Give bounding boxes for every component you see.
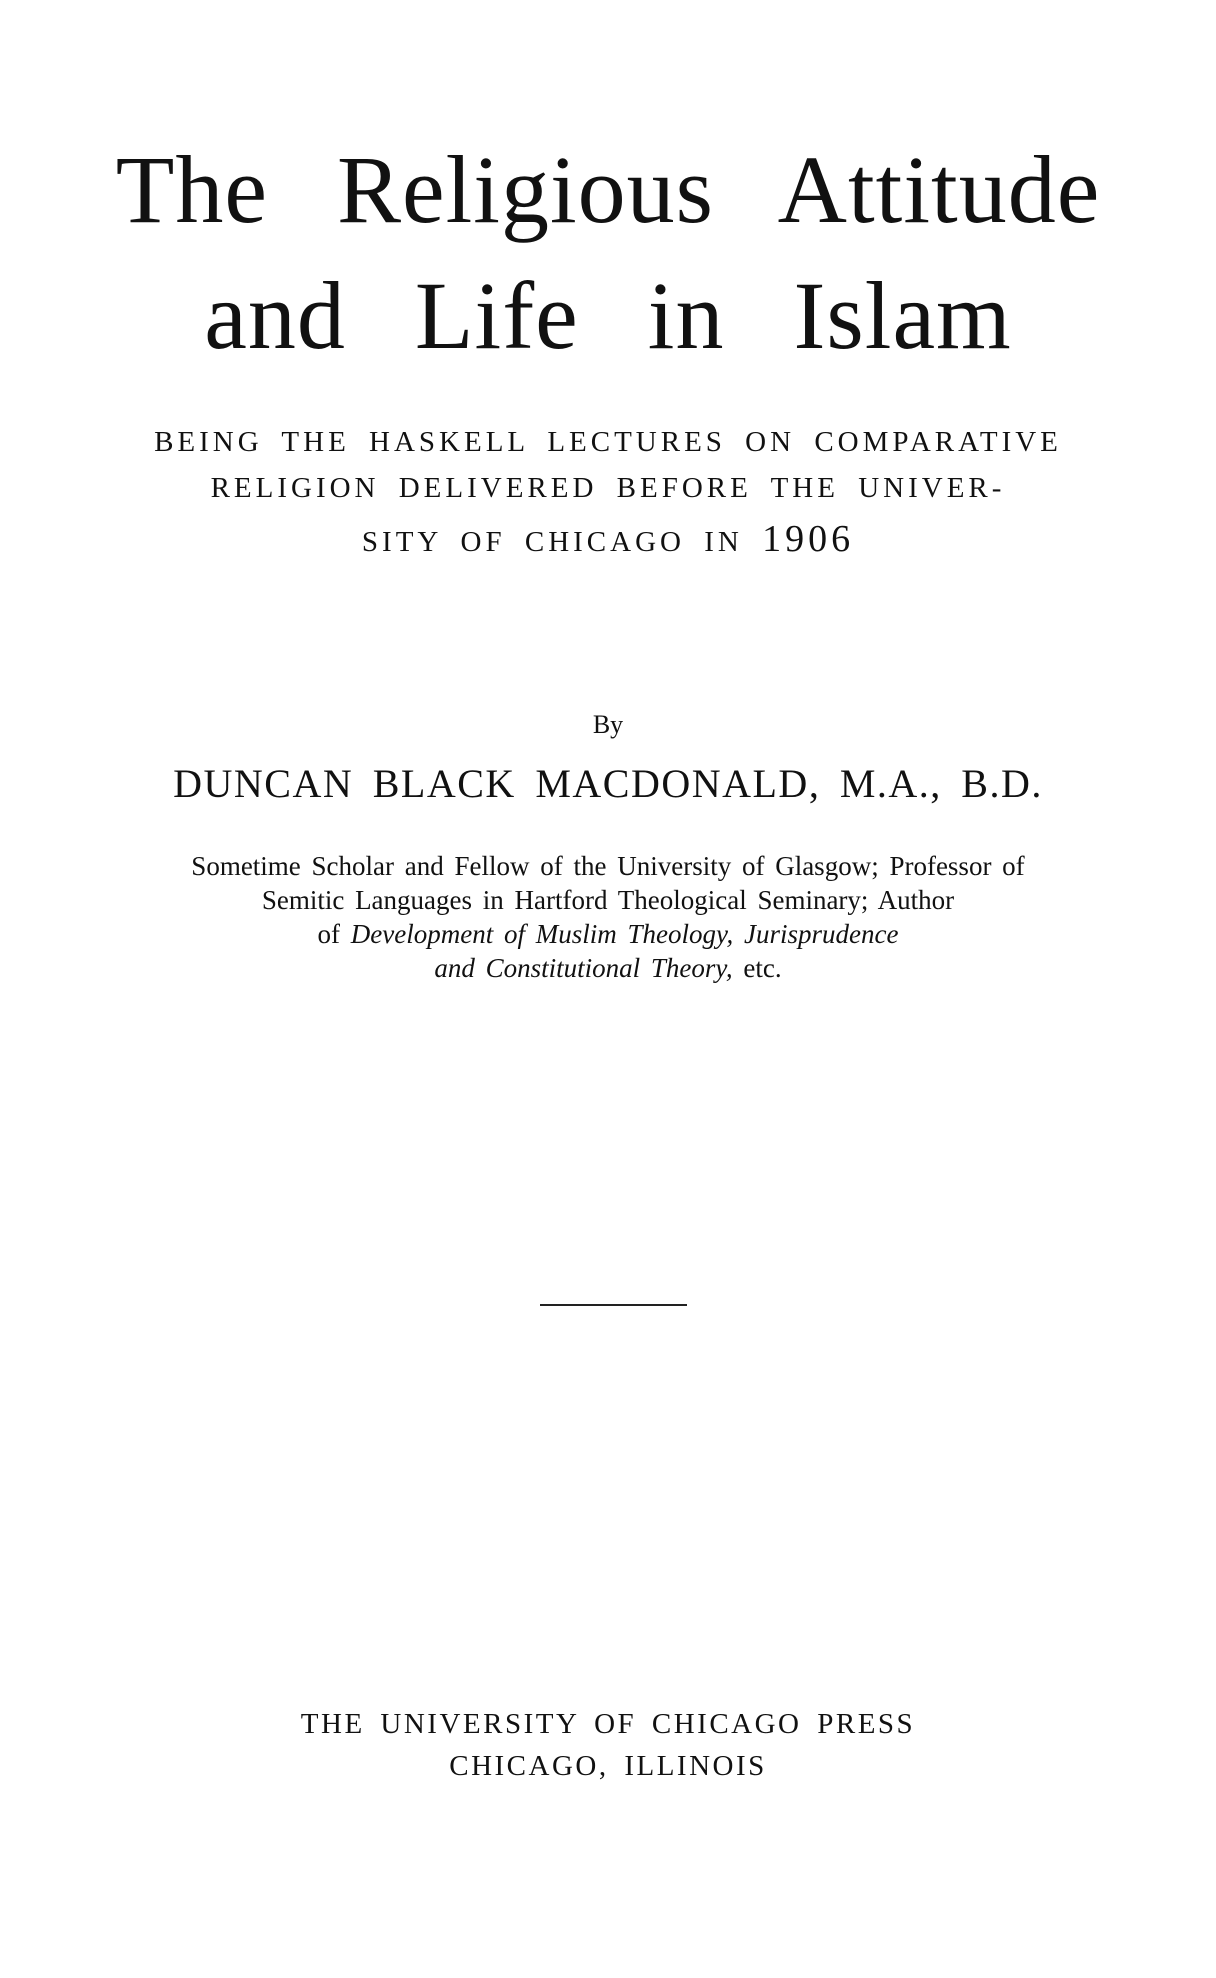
byline: By	[592, 710, 624, 739]
subtitle-line-1: BEING THE HASKELL LECTURES ON COMPARATIVE	[154, 426, 1062, 458]
book-title-line-1: The Religious Attitude	[115, 136, 1101, 243]
subtitle-line-2: RELIGION DELIVERED BEFORE THE UNIVER-	[210, 472, 1006, 504]
credentials-prefix: of	[317, 919, 341, 949]
publisher-name: THE UNIVERSITY OF CHICAGO PRESS	[300, 1708, 916, 1740]
author-credentials-line-4	[0, 955, 1216, 982]
subtitle-line-3-text: SITY OF CHICAGO IN	[361, 526, 743, 558]
author-credentials-line-3	[0, 921, 1216, 948]
subtitle-line-3	[0, 520, 1216, 558]
credentials-works-2: and Constitutional Theory,	[434, 953, 733, 983]
author-name: DUNCAN BLACK MACDONALD, M.A., B.D.	[173, 761, 1043, 806]
author-credentials-line-1: Sometime Scholar and Fellow of the University of Glasgow; Professor of	[191, 851, 1025, 881]
author-credentials-line-2: Semitic Languages in Hartford Theological Seminary; Author	[261, 885, 955, 915]
book-title-line-2: and Life in Islam	[204, 262, 1012, 369]
publisher-location: CHICAGO, ILLINOIS	[449, 1750, 767, 1782]
lecture-year: 1906	[762, 518, 855, 560]
horizontal-rule	[540, 1304, 687, 1306]
credentials-suffix: etc.	[743, 953, 782, 983]
credentials-works-1: Development of Muslim Theology, Jurisprudence	[350, 919, 899, 949]
